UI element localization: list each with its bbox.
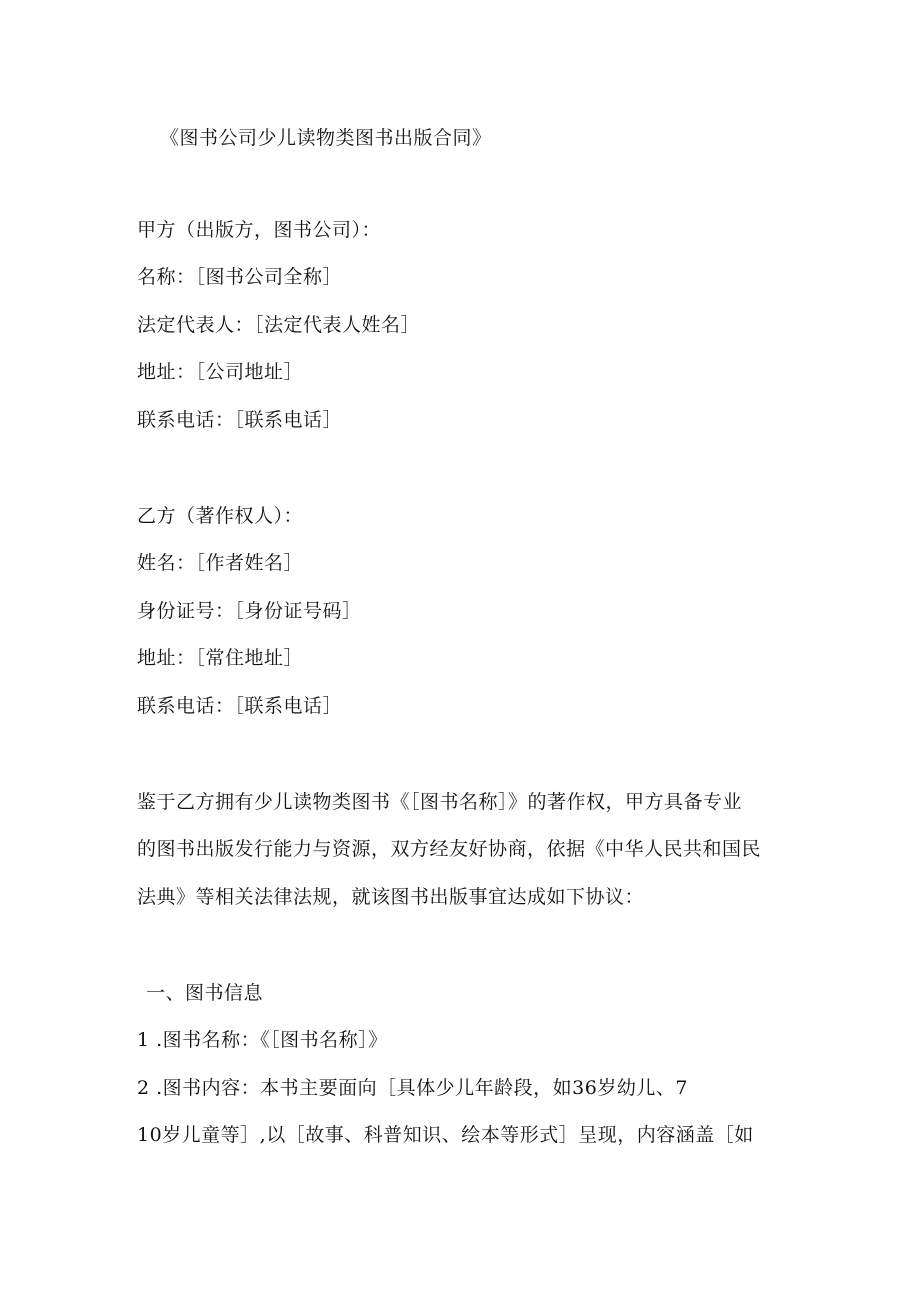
preamble-line: 鉴于乙方拥有少儿读物类图书《［图书名称］》的著作权，甲方具备专业 — [137, 791, 743, 813]
party-b-phone: 联系电话：［联系电话］ — [137, 695, 343, 717]
party-a-address: 地址：［公司地址］ — [137, 361, 304, 383]
section-heading: 一、图书信息 — [146, 982, 264, 1004]
party-b-name: 姓名：［作者姓名］ — [137, 552, 304, 574]
party-b-address: 地址：［常住地址］ — [137, 647, 304, 669]
preamble-line: 法典》等相关法律法规，就该图书出版事宜达成如下协议： — [137, 886, 645, 908]
book-content-item-line: 2 .图书内容：本书主要面向［具体少儿年龄段，如36岁幼儿、7 — [137, 1077, 688, 1099]
document-title: 《图书公司少儿读物类图书出版合同》 — [160, 127, 492, 149]
preamble-line: 的图书出版发行能力与资源，双方经友好协商，依据《中华人民共和国民 — [137, 838, 762, 860]
party-a-phone: 联系电话：［联系电话］ — [137, 409, 343, 431]
book-title-item: 1 .图书名称：《［图书名称］》 — [137, 1029, 388, 1051]
book-content-item-line: 10岁儿童等］,以［故事、科普知识、绘本等形式］呈现，内容涵盖［如 — [137, 1124, 754, 1146]
party-a-heading: 甲方（出版方，图书公司）： — [137, 219, 382, 241]
party-a-name: 名称：［图书公司全称］ — [137, 266, 343, 288]
party-b-id-number: 身份证号：［身份证号码］ — [137, 600, 362, 622]
party-b-heading: 乙方（著作权人）： — [137, 505, 304, 527]
party-a-legal-rep: 法定代表人：［法定代表人姓名］ — [137, 314, 421, 336]
